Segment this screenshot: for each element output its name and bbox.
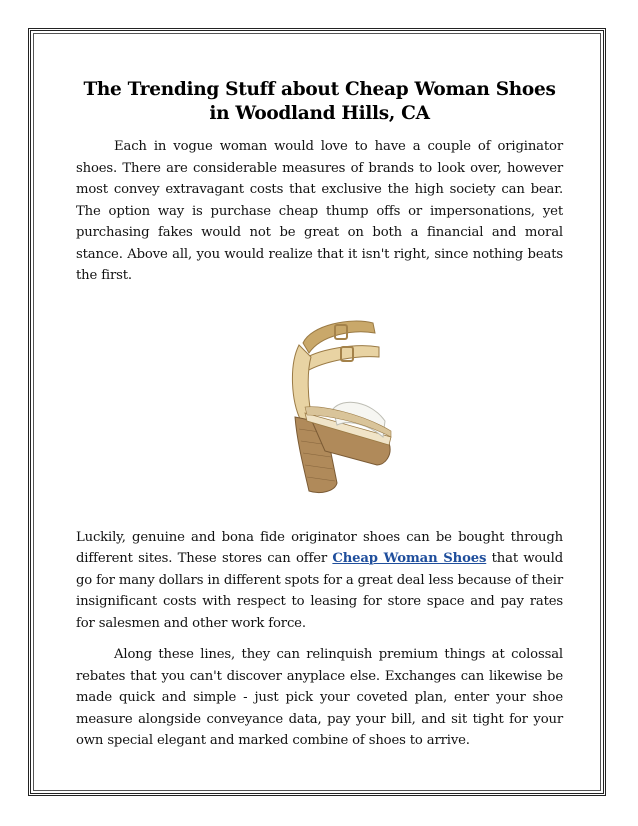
paragraph-intro: Each in vogue woman would love to have a couple of originator shoes. There are considerable measures of brands to look over, however most convey extravagant costs that exclusive the high society can bear. The option way is purchase cheap thump offs or impersonations, yet purchasing fakes would not be great on both a financial and moral stance. Above all, you would realize that it isn't right, since nothing beats the first. bbox=[76, 139, 563, 283]
shoe-image bbox=[76, 305, 563, 505]
wedge-sandal-icon bbox=[281, 305, 401, 505]
page-title: The Trending Stuff about Cheap Woman Shoes in Woodland Hills, CA bbox=[83, 79, 556, 124]
cheap-woman-shoes-link[interactable]: Cheap Woman Shoes bbox=[332, 551, 487, 566]
paragraph-sites bbox=[76, 527, 563, 635]
paragraph-rebates: Along these lines, they can relinquish premium things at colossal rebates that you can't discover anyplace else. Exchanges can likewise be made quick and simple - just pick your coveted plan, enter your shoe measure alongside conveyance data, pay your bill, and sit tight for your own special elegant and marked combine of shoes to arrive. bbox=[76, 647, 563, 748]
paragraph-sites-before: Luckily, genuine and bona fide originator shoes can be bought through different sites. These stores can offer bbox=[76, 529, 563, 566]
paragraph-sites-after: that would go for many dollars in different spots for a great deal less because of their insignificant costs with respect to leasing for store space and pay rates for salesmen and other work force. bbox=[76, 551, 563, 631]
document-body bbox=[76, 78, 563, 752]
